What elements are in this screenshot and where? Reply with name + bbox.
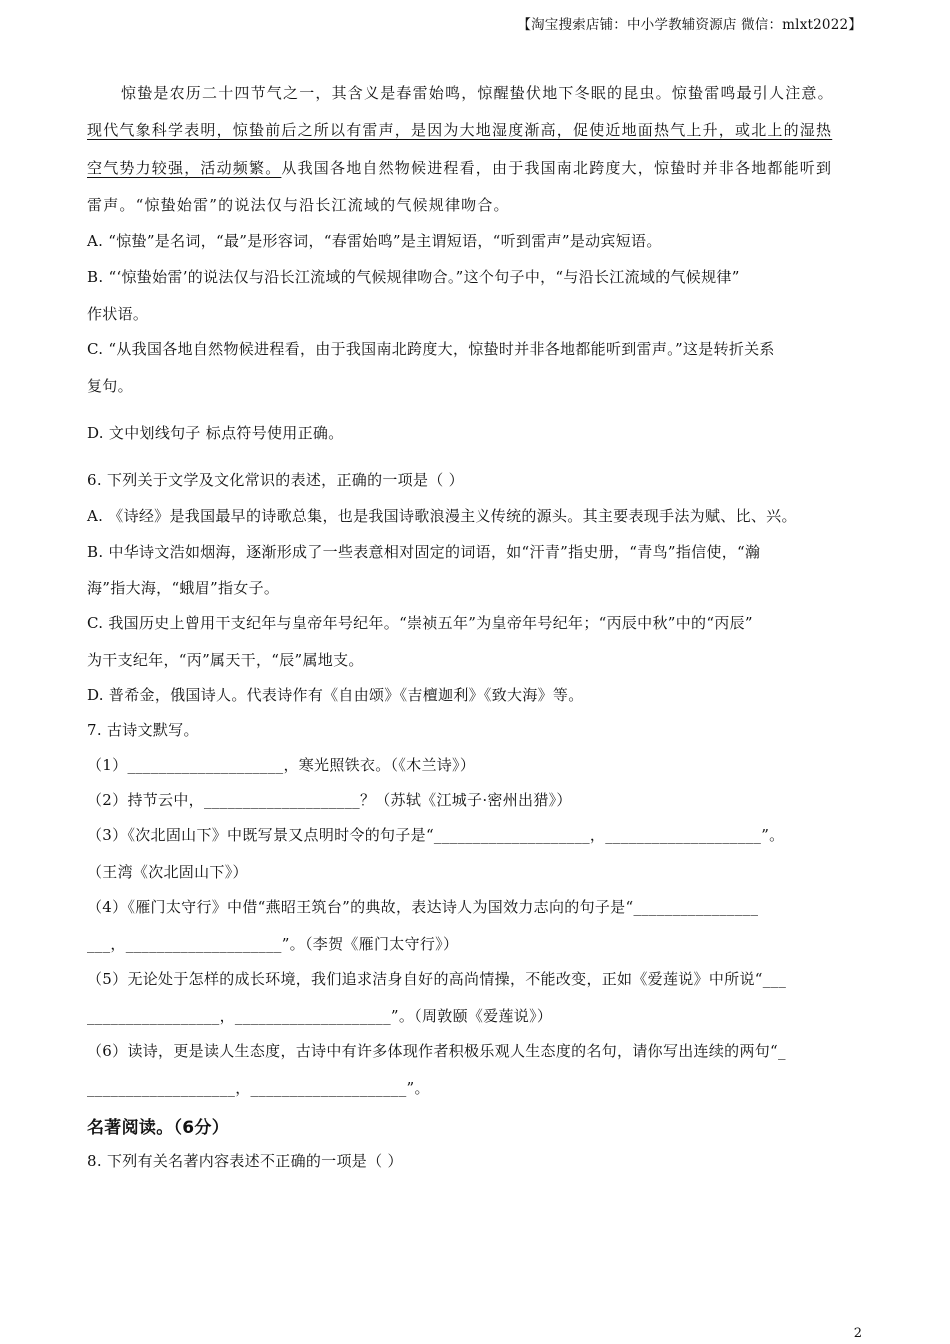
q6-option-c-cont: 为干支纪年，“丙”属天干，“辰”属地支。 [87, 651, 364, 669]
q7-item-3-source: （王湾《次北固山下》） [87, 863, 248, 881]
q7-item-1: （1）____________________，寒光照铁衣。（《木兰诗》） [87, 756, 476, 774]
q7-item-2: （2）持节云中，____________________？（苏轼《江城子·密州出猎》） [87, 791, 572, 809]
q8-stem: 8. 下列有关名著内容表述不正确的一项是（ ） [87, 1152, 403, 1170]
q7-item-5-cont: _________________，____________________”。（周敦颐《爱莲说》） [87, 1007, 553, 1025]
q6-option-b-cont: 海”指大海，“蛾眉”指女子。 [87, 579, 280, 597]
q5-option-c: C. “从我国各地自然物候进程看，由于我国南北跨度大，惊蛰时并非各地都能听到雷声。”这是转折关系 [87, 340, 775, 358]
passage-underlined-span: 空气势力较强，活动频繁。 [87, 159, 282, 177]
page-number: 2 [853, 1326, 862, 1341]
q7-item-5: （5）无论处于怎样的成长环境，我们追求洁身自好的高尚情操，不能改变，正如《爱莲说》中所说“___ [87, 970, 787, 988]
q5-option-d: D. 文中划线句子 标点符号使用正确。 [87, 424, 344, 442]
q6-option-a: A. 《诗经》是我国最早的诗歌总集，也是我国诗歌浪漫主义传统的源头。其主要表现手法为赋、比、兴。 [87, 507, 797, 525]
q7-item-4-cont: ___，____________________”。（李贺《雁门太守行》） [87, 935, 459, 953]
q7-item-3: （3）《次北固山下》中既写景又点明时令的句子是“____________________，____________________”。 [87, 826, 785, 844]
page-header: 【淘宝搜索店铺：中小学教辅资源店 微信：mlxt2022】 [517, 17, 862, 33]
passage-line-1: 惊蛰是农历二十四节气之一，其含义是春雷始鸣，惊醒蛰伏地下冬眠的昆虫。惊蛰雷鸣最引人注意。 [121, 84, 834, 102]
q7-item-4: （4）《雁门太守行》中借“燕昭王筑台”的典故，表达诗人为国效力志向的句子是“________________ [87, 898, 759, 916]
q6-stem: 6. 下列关于文学及文化常识的表述，正确的一项是（ ） [87, 471, 464, 489]
q6-option-b: B. 中华诗文浩如烟海，逐渐形成了一些表意相对固定的词语，如“汗青”指史册，“青鸟”指信使，“瀚 [87, 543, 761, 561]
q5-option-b: B. “‘惊蛰始雷’的说法仅与沿长江流域的气候规律吻合。”这个句子中，“与沿长江流域的气候规律” [87, 268, 740, 286]
q5-option-a: A. “惊蛰”是名词，“最”是形容词，“春雷始鸣”是主谓短语，“听到雷声”是动宾短语。 [87, 232, 662, 250]
q6-option-c: C. 我国历史上曾用干支纪年与皇帝年号纪年。“崇祯五年”为皇帝年号纪年；“丙辰中秋”中的“丙辰” [87, 614, 753, 632]
q7-item-6-cont: ___________________，____________________”。 [87, 1079, 430, 1097]
passage-line-3 [87, 157, 832, 178]
passage-line-4: 雷声。“惊蛰始雷”的说法仅与沿长江流域的气候规律吻合。 [87, 196, 510, 214]
q6-option-d: D. 普希金，俄国诗人。代表诗作有《自由颂》《吉檀迦利》《致大海》等。 [87, 686, 584, 704]
q5-option-b-cont: 作状语。 [87, 305, 149, 323]
q5-option-c-cont: 复句。 [87, 377, 133, 395]
passage-line-2-underlined: 现代气象科学表明，惊蛰前后之所以有雷声，是因为大地湿度渐高，促使近地面热气上升，或北上的湿热 [87, 121, 833, 139]
passage-text-span: 从我国各地自然物候进程看，由于我国南北跨度大，惊蛰时并非各地都能听到 [281, 159, 833, 177]
q7-stem: 7. 古诗文默写。 [87, 721, 199, 739]
section-heading: 名著阅读。（6分） [87, 1118, 230, 1138]
q7-item-6: （6）读诗，更是读人生态度，古诗中有许多体现作者积极乐观人生态度的名句，请你写出连续的两句“_ [87, 1042, 786, 1060]
